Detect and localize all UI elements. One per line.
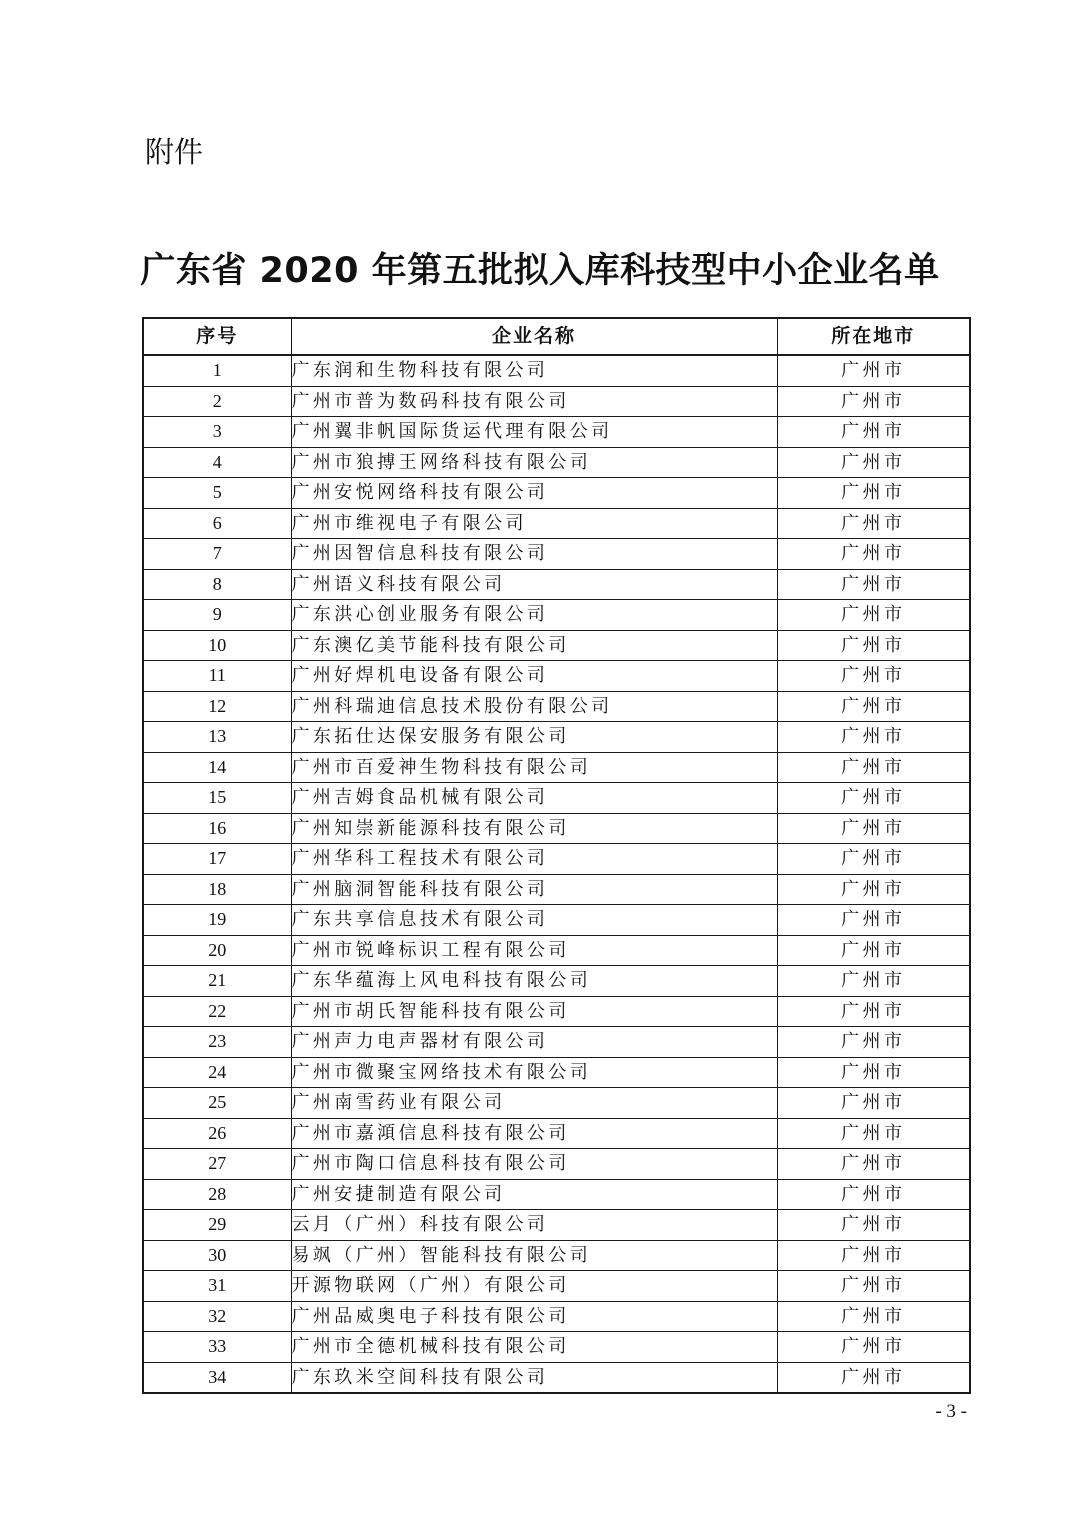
header-city: 所在地市 — [777, 318, 970, 355]
row-city: 广州市 — [777, 1088, 970, 1119]
row-city: 广州市 — [777, 1362, 970, 1393]
row-company-name: 广州市普为数码科技有限公司 — [291, 386, 777, 417]
table-row — [143, 478, 970, 509]
row-company-name: 易飒（广州）智能科技有限公司 — [291, 1240, 777, 1271]
row-city: 广州市 — [777, 1149, 970, 1180]
row-seq: 24 — [143, 1057, 291, 1088]
table-row — [143, 1088, 970, 1119]
table-row — [143, 1210, 970, 1241]
table-row — [143, 874, 970, 905]
row-company-name: 广州市嘉澒信息科技有限公司 — [291, 1118, 777, 1149]
table-row — [143, 1301, 970, 1332]
row-city: 广州市 — [777, 539, 970, 570]
row-company-name: 广州语义科技有限公司 — [291, 569, 777, 600]
row-city: 广州市 — [777, 722, 970, 753]
row-seq: 30 — [143, 1240, 291, 1271]
table-row — [143, 996, 970, 1027]
row-company-name: 广州市陶口信息科技有限公司 — [291, 1149, 777, 1180]
table-row — [143, 1362, 970, 1393]
row-city: 广州市 — [777, 996, 970, 1027]
table-header — [143, 318, 970, 355]
row-seq: 33 — [143, 1332, 291, 1363]
table-row — [143, 661, 970, 692]
table-row — [143, 1149, 970, 1180]
row-city: 广州市 — [777, 935, 970, 966]
table-row — [143, 1027, 970, 1058]
row-company-name: 广东润和生物科技有限公司 — [291, 355, 777, 386]
row-seq: 34 — [143, 1362, 291, 1393]
row-company-name: 广州翼非帆国际货运代理有限公司 — [291, 417, 777, 448]
row-seq: 29 — [143, 1210, 291, 1241]
row-company-name: 广东澳亿美节能科技有限公司 — [291, 630, 777, 661]
row-seq: 20 — [143, 935, 291, 966]
row-company-name: 广州安悦网络科技有限公司 — [291, 478, 777, 509]
row-company-name: 广州因智信息科技有限公司 — [291, 539, 777, 570]
row-seq: 4 — [143, 447, 291, 478]
row-seq: 1 — [143, 355, 291, 386]
row-city: 广州市 — [777, 1271, 970, 1302]
row-city: 广州市 — [777, 478, 970, 509]
attachment-label: 附件 — [145, 135, 204, 169]
row-seq: 32 — [143, 1301, 291, 1332]
row-company-name: 广州市维视电子有限公司 — [291, 508, 777, 539]
row-seq: 7 — [143, 539, 291, 570]
page-number: - 3 - — [935, 1401, 967, 1422]
row-seq: 19 — [143, 905, 291, 936]
row-seq: 8 — [143, 569, 291, 600]
row-city: 广州市 — [777, 1332, 970, 1363]
table-row — [143, 1057, 970, 1088]
row-seq: 22 — [143, 996, 291, 1027]
table-row — [143, 569, 970, 600]
row-company-name: 广州科瑞迪信息技术股份有限公司 — [291, 691, 777, 722]
row-seq: 3 — [143, 417, 291, 448]
row-city: 广州市 — [777, 905, 970, 936]
row-seq: 18 — [143, 874, 291, 905]
header-name: 企业名称 — [291, 318, 777, 355]
row-company-name: 广州南雪药业有限公司 — [291, 1088, 777, 1119]
row-city: 广州市 — [777, 1027, 970, 1058]
table-row — [143, 813, 970, 844]
table-row — [143, 783, 970, 814]
row-company-name: 广州市全德机械科技有限公司 — [291, 1332, 777, 1363]
row-seq: 10 — [143, 630, 291, 661]
table-row — [143, 966, 970, 997]
header-seq: 序号 — [143, 318, 291, 355]
row-city: 广州市 — [777, 1240, 970, 1271]
row-city: 广州市 — [777, 417, 970, 448]
row-city: 广州市 — [777, 1057, 970, 1088]
row-city: 广州市 — [777, 508, 970, 539]
row-seq: 16 — [143, 813, 291, 844]
table-row — [143, 355, 970, 386]
row-company-name: 广州声力电声器材有限公司 — [291, 1027, 777, 1058]
row-city: 广州市 — [777, 966, 970, 997]
row-city: 广州市 — [777, 355, 970, 386]
table-row — [143, 539, 970, 570]
row-city: 广州市 — [777, 569, 970, 600]
table-row — [143, 508, 970, 539]
row-seq: 13 — [143, 722, 291, 753]
row-seq: 21 — [143, 966, 291, 997]
row-company-name: 广东华蕴海上风电科技有限公司 — [291, 966, 777, 997]
row-city: 广州市 — [777, 752, 970, 783]
table-row — [143, 1240, 970, 1271]
row-city: 广州市 — [777, 691, 970, 722]
row-seq: 28 — [143, 1179, 291, 1210]
row-company-name: 云月（广州）科技有限公司 — [291, 1210, 777, 1241]
row-company-name: 广州好焊机电设备有限公司 — [291, 661, 777, 692]
table-row — [143, 447, 970, 478]
row-company-name: 广东拓仕达保安服务有限公司 — [291, 722, 777, 753]
row-city: 广州市 — [777, 1301, 970, 1332]
row-seq: 25 — [143, 1088, 291, 1119]
row-company-name: 广州知崇新能源科技有限公司 — [291, 813, 777, 844]
row-seq: 11 — [143, 661, 291, 692]
row-city: 广州市 — [777, 1210, 970, 1241]
row-company-name: 广州市微聚宝网络技术有限公司 — [291, 1057, 777, 1088]
table-row — [143, 722, 970, 753]
row-city: 广州市 — [777, 783, 970, 814]
row-city: 广州市 — [777, 630, 970, 661]
table-row — [143, 905, 970, 936]
row-city: 广州市 — [777, 844, 970, 875]
row-seq: 15 — [143, 783, 291, 814]
row-company-name: 广东共享信息技术有限公司 — [291, 905, 777, 936]
row-city: 广州市 — [777, 447, 970, 478]
row-seq: 14 — [143, 752, 291, 783]
row-company-name: 广州市百爱神生物科技有限公司 — [291, 752, 777, 783]
row-city: 广州市 — [777, 874, 970, 905]
table-row — [143, 691, 970, 722]
row-city: 广州市 — [777, 813, 970, 844]
row-city: 广州市 — [777, 600, 970, 631]
row-company-name: 广州市锐峰标识工程有限公司 — [291, 935, 777, 966]
row-seq: 6 — [143, 508, 291, 539]
row-company-name: 广州华科工程技术有限公司 — [291, 844, 777, 875]
row-seq: 23 — [143, 1027, 291, 1058]
row-seq: 17 — [143, 844, 291, 875]
row-seq: 5 — [143, 478, 291, 509]
table-row — [143, 600, 970, 631]
document-title: 广东省 2020 年第五批拟入库科技型中小企业名单 — [140, 251, 940, 291]
table-row — [143, 1118, 970, 1149]
row-company-name: 广州品威奥电子科技有限公司 — [291, 1301, 777, 1332]
row-city: 广州市 — [777, 386, 970, 417]
enterprise-table — [142, 317, 971, 1394]
row-company-name: 广州安捷制造有限公司 — [291, 1179, 777, 1210]
row-company-name: 广州吉姆食品机械有限公司 — [291, 783, 777, 814]
row-company-name: 开源物联网（广州）有限公司 — [291, 1271, 777, 1302]
row-company-name: 广州市狼搏王网络科技有限公司 — [291, 447, 777, 478]
row-seq: 27 — [143, 1149, 291, 1180]
row-seq: 2 — [143, 386, 291, 417]
row-city: 广州市 — [777, 1118, 970, 1149]
table-body — [143, 355, 970, 1393]
table-row — [143, 630, 970, 661]
row-seq: 12 — [143, 691, 291, 722]
row-seq: 9 — [143, 600, 291, 631]
row-city: 广州市 — [777, 1179, 970, 1210]
table-row — [143, 752, 970, 783]
table-row — [143, 386, 970, 417]
table-row — [143, 844, 970, 875]
table-row — [143, 1179, 970, 1210]
table-row — [143, 935, 970, 966]
row-seq: 31 — [143, 1271, 291, 1302]
table-row — [143, 1271, 970, 1302]
header-row — [143, 318, 970, 355]
row-seq: 26 — [143, 1118, 291, 1149]
row-company-name: 广东玖米空间科技有限公司 — [291, 1362, 777, 1393]
row-company-name: 广东洪心创业服务有限公司 — [291, 600, 777, 631]
row-company-name: 广州脑洞智能科技有限公司 — [291, 874, 777, 905]
table-row — [143, 417, 970, 448]
row-company-name: 广州市胡氏智能科技有限公司 — [291, 996, 777, 1027]
row-city: 广州市 — [777, 661, 970, 692]
table-row — [143, 1332, 970, 1363]
